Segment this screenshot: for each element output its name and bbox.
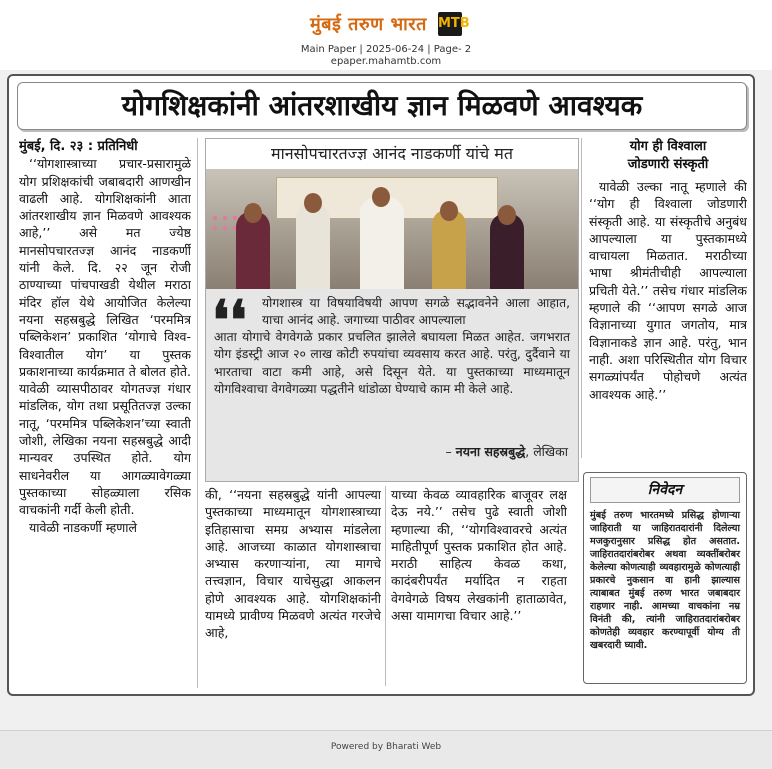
quote-author-prefix: – [445, 444, 456, 459]
quote-author [446, 443, 568, 460]
person-figure [432, 209, 466, 289]
column-divider [581, 138, 582, 458]
quote-author-role: , लेखिका [525, 444, 568, 459]
person-head [498, 205, 516, 225]
article-column-3 [391, 486, 567, 692]
person-head [244, 203, 262, 223]
article-headline: योगशिक्षकांनी आंतरशाखीय ज्ञान मिळवणे आवश्यक [17, 82, 747, 130]
notice-text: मुंबई तरुण भारतमध्ये प्रसिद्ध होणाऱ्या जाहिराती या जाहिरातदारांनी दिलेल्या मजकुरानुसार प्रसिद्ध होत असतात. जाहिरातदारांबरोबर अथवा व्यक्तींबरोबर केलेल्या कोणत्याही व्यवहारामुळे कोणत्याही प्रकारचे नुकसान वा हानी झाल्यास त्याबाबत मुंबई तरुण भारत जबाबदार राहणार नाही. आमच्या वाचकांना नम्र विनंती की, त्यांनी जाहिरातदारांबरोबर कोणतेही व्यवहार करण्यापूर्वी योग्य ती खबरदारी घ्यावी. [590, 510, 740, 651]
article-subheadline: मानसोपचारतज्ज्ञ आनंद नाडकर्णी यांचे मत [206, 139, 578, 169]
sidebar-paragraph: यावेळी उल्का नातू म्हणाले की ‘‘योग ही विश्वाला जोडणारी संस्कृती आहे. या संस्कृतीचे अनुबंध आपल्याला या पुस्तकामध्ये वाचायला मिळतात. मराठीच्या भाषा श्रीमंतीचीही आपल्याला प्रचिती येते.’’ तसेच गंधार मांडलिक म्हणाले की ‘‘आपण सगळे आज विज्ञानाच्या युगात जगतोय, मात्र विज्ञानाकडे ज्ञान आहे. परंतु, भान नाही. अशा परिस्थितीत योग विचार सगळ्यांपर्यंत पोहोचणे अत्यंत आवश्यक आहे.’’ [589, 179, 747, 402]
person-head [304, 193, 322, 213]
photo-and-quote-box [205, 138, 579, 482]
news-clipping [7, 74, 755, 696]
brand-logo-icon: MTB [438, 12, 462, 36]
quote-author-name: नयना सहस्रबुद्धे [455, 444, 526, 459]
article-paragraph: यावेळी नाडकर्णी म्हणाले [29, 519, 138, 535]
sidebar-column [589, 138, 747, 458]
epaper-link[interactable]: epaper.mahamtb.com [330, 56, 442, 67]
brand-name: मुंबई तरुण भारत [310, 14, 427, 35]
sidebar-title-line: जोडणारी संस्कृती [627, 157, 709, 172]
notice-title: निवेदन [590, 477, 740, 503]
article-byline: मुंबई, दि. २३ : प्रतिनिधी [19, 139, 138, 154]
issue-info: Main Paper | 2025-06-24 | Page- 2 [300, 44, 472, 55]
event-photo [206, 169, 578, 289]
article-column-1 [19, 138, 191, 692]
sidebar-title [589, 138, 747, 174]
quote-mark-icon: ❛❛ [212, 288, 247, 352]
page-header [0, 0, 772, 70]
column-divider [385, 486, 386, 686]
sidebar-title-line: योग ही विश्वाला [629, 139, 707, 154]
quote-text-rest: आता योगाचे वेगवेगळे प्रकार प्रचलित झालेले बघायला मिळत आहेत. जगभरात योग इंडस्ट्री आज २० लाख कोटी रुपयांचा व्यवसाय करत आहे. परंतु, दुर्दैवाने या भारताचा वाटा कमी आहे, असे दिसून येते. या पुस्तकाच्या माध्यमातून योगविश्वाचा वेगवेगळ्या पद्धतीने धांडोळा घेण्याचे काम मी केले आहे. [214, 330, 570, 397]
article-paragraph: की, ‘‘नयना सहस्रबुद्धे यांनी आपल्या पुस्तकाच्या माध्यमातून योगशास्त्राच्या इतिहासाचा समग्र अभ्यास मांडलेला आहे. आजच्या काळात योगशास्त्राचा अभ्यास करणाऱ्यांना, त्या मागचे तत्त्वज्ञान, विचार याचेसुद्धा आकलन होणे आवश्यक आहे. योगशिक्षकांनी यामध्ये प्रावीण्य मिळवणे अत्यंत गरजेचे आहे, [205, 487, 381, 641]
person-head [372, 187, 390, 207]
article-column-2 [205, 486, 381, 692]
article-paragraph: याच्या केवळ व्यावहारिक बाजूवर लक्ष देऊ नये.’’ तसेच पुढे स्वाती जोशी म्हणाल्या की, ‘‘योगविश्वावरचे अत्यंत माहितीपूर्ण पुस्तक प्रकाशित होत आहे. मराठी साहित्य केवळ कथा, कादंबरीपर्यंत मर्यादित न राहता वेगवेगळे विषय लेखकांनी हाताळावेत, असा यामागचा विचार आहे.’’ [391, 487, 567, 624]
brand[interactable] [0, 12, 772, 36]
quote-text-first: योगशास्त्र या विषयाविषयी आपण सगळे सद्भावनेने आला आहात, याचा आनंद आहे. जगाच्या पाठीवर आपल्याला [262, 296, 570, 328]
notice-box [583, 472, 747, 684]
article-paragraph: ‘‘योगशास्त्राच्या प्रचार-प्रसारामुळे योग प्रशिक्षकांची जबाबदारी आणखीन वाढली आहे. योगशिक्षकांनी आता आंतरशाखीय ज्ञान मिळवणे आवश्यक आहे,’’ असे मत ज्येष्ठ मानसोपचारतज्ज्ञ आनंद नाडकर्णी यांनी केले. दि. २२ जून रोजी ठाण्याच्या पांचपाखडी येथील मराठा मंदिर हॉल येथे आयोजित केलेल्या नयना सहस्रबुद्धे लिखित ‘परममित्र पब्लिकेशन’ प्रकाशित ‘योगाचे विश्व-विश्वातील योग’ या पुस्तक प्रकाशनाच्या कार्यक्रमात ते बोलत होते. यावेळी व्यासपीठावर योगतज्ज्ञ गंधार मांडलिक, योग तथा प्रसूतितज्ज्ञ उल्का नातू, ‘परममित्र पब्लिकेशन’च्या स्वाती जोशी, लेखिका नयना सहस्रबुद्धे आदी मान्यवर उपस्थित होते. योग साधनेवरील या आगळ्यावेगळ्या पुस्तकाच्या सोहळ्याला रसिक वाचकांनी गर्दी केली होती. [19, 156, 191, 518]
person-figure [360, 197, 404, 289]
column-divider [197, 138, 198, 688]
person-head [440, 201, 458, 221]
powered-by-link[interactable]: Powered by Bharati Web [330, 742, 442, 752]
page-footer [0, 730, 772, 769]
pull-quote [206, 289, 578, 481]
person-figure [296, 203, 330, 289]
